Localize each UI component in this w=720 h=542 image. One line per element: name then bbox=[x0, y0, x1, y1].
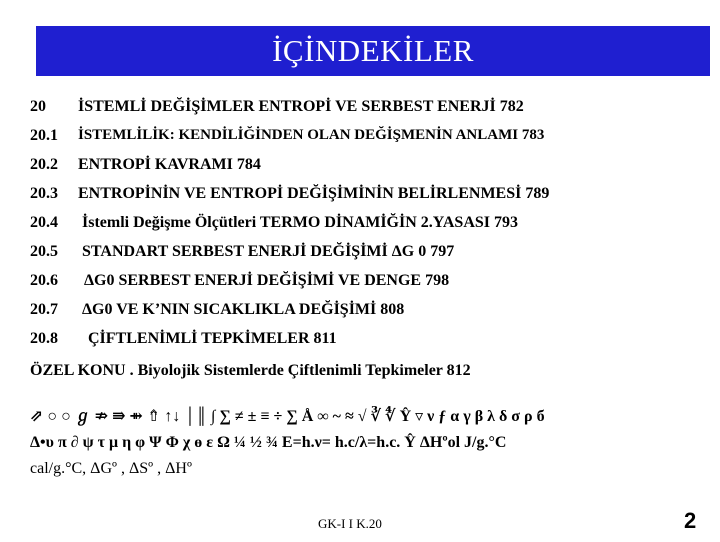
page-number: 2 bbox=[684, 508, 697, 533]
page-title: İÇİNDEKİLER bbox=[272, 33, 474, 68]
toc-row bbox=[30, 92, 720, 121]
toc-number: 20.4 bbox=[30, 214, 58, 231]
toc-row bbox=[30, 266, 720, 295]
toc-number: 20.2 bbox=[30, 156, 58, 173]
toc-row bbox=[30, 237, 720, 266]
symbol-line: Δ•υ π ∂ ψ τ μ η φ Ψ Φ χ ɵ ε Ω ¼ ½ ¾ E=h.ν= h.c/λ=h.c. Ŷ ΔHºol J/g.°C bbox=[30, 434, 507, 451]
table-of-contents bbox=[30, 92, 720, 353]
footer-code: GK-I I K.20 bbox=[318, 516, 382, 531]
toc-number: 20.7 bbox=[30, 301, 58, 318]
symbol-block bbox=[30, 404, 710, 482]
toc-number: 20.5 bbox=[30, 243, 58, 260]
toc-row bbox=[30, 208, 720, 237]
special-topic: ÖZEL KONU . Biyolojik Sistemlerde Çiftlenimli Tepkimeler 812 bbox=[30, 362, 471, 379]
toc-title: İSTEMLİ DEĞİŞİMLER ENTROPİ VE SERBEST ENERJİ 782 bbox=[78, 98, 524, 115]
toc-title: STANDART SERBEST ENERJİ DEĞİŞİMİ ΔG 0 797 bbox=[82, 243, 455, 260]
toc-number: 20.1 bbox=[30, 127, 58, 144]
toc-row bbox=[30, 295, 720, 324]
toc-title: ÇİFTLENİMLİ TEPKİMELER 811 bbox=[88, 330, 337, 347]
title-banner bbox=[36, 26, 710, 76]
toc-row bbox=[30, 150, 720, 179]
symbol-line: ⇗ ○ ○ ℊ ⇏ ⇛ ⇻ ⇮ ↑↓ │║ ∫ ∑ ≠ ± ≡ ÷ ∑ Å ∞ ~ ≈ √ ∛ ∜ Ŷ ▿ ν ƒ α γ β λ δ σ ρ б bbox=[30, 408, 545, 425]
toc-row bbox=[30, 179, 720, 208]
symbol-line: cal/g.°C, ΔGº , ΔSº , ΔHº bbox=[30, 460, 192, 477]
toc-title: ΔG0 VE K’NIN SICAKLIKLA DEĞİŞİMİ 808 bbox=[82, 301, 405, 318]
toc-number: 20 bbox=[30, 98, 46, 115]
toc-number: 20.3 bbox=[30, 185, 58, 202]
toc-title: İSTEMLİLİK: KENDİLİĞİNDEN OLAN DEĞİŞMENİN ANLAMI 783 bbox=[78, 127, 545, 143]
toc-number: 20.6 bbox=[30, 272, 58, 289]
toc-title: İstemli Değişme Ölçütleri TERMO DİNAMİĞİN 2.YASASI 793 bbox=[82, 214, 518, 231]
toc-row bbox=[30, 121, 720, 150]
toc-title: ENTROPİ KAVRAMI 784 bbox=[78, 156, 261, 173]
toc-row bbox=[30, 324, 720, 353]
toc-title: ENTROPİNİN VE ENTROPİ DEĞİŞİMİNİN BELİRLENMESİ 789 bbox=[78, 185, 550, 202]
toc-title: ΔG0 SERBEST ENERJİ DEĞİŞİMİ VE DENGE 798 bbox=[84, 272, 450, 289]
toc-number: 20.8 bbox=[30, 330, 58, 347]
